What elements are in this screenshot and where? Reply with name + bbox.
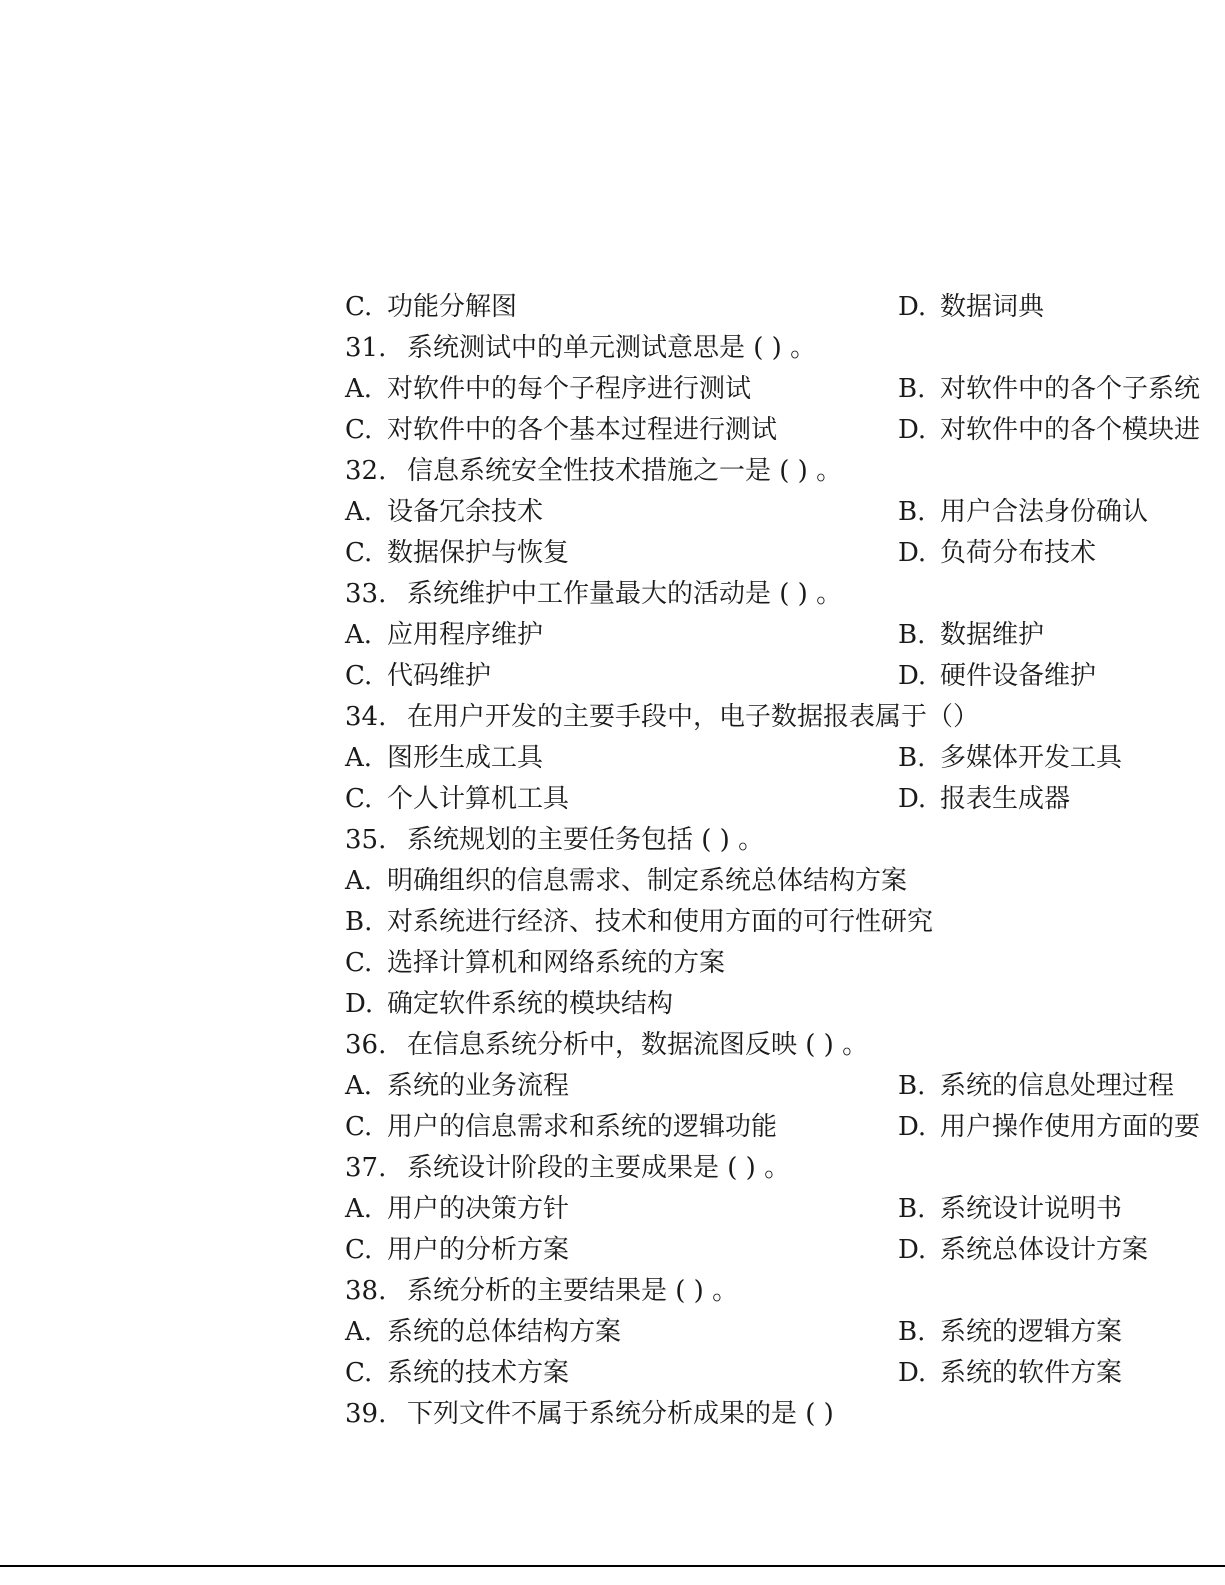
option-letter: A. bbox=[345, 497, 373, 527]
question-line bbox=[0, 697, 1225, 738]
question-text: 系统规划的主要任务包括 ( ) 。 bbox=[407, 825, 765, 855]
option-text: 对软件中的各个基本过程进行测试 bbox=[387, 415, 778, 445]
page-bottom-rule bbox=[0, 1565, 1225, 1567]
options-line bbox=[0, 369, 1225, 410]
option-text: 用户操作使用方面的要 bbox=[940, 1112, 1201, 1142]
option-text: 应用程序维护 bbox=[387, 620, 544, 650]
option-letter: C. bbox=[345, 415, 373, 445]
question-number: 35. bbox=[345, 825, 387, 855]
answer-option bbox=[345, 943, 725, 984]
answer-option bbox=[898, 1312, 1122, 1353]
question-stem bbox=[345, 1271, 738, 1312]
question-number: 32. bbox=[345, 456, 387, 486]
option-letter: C. bbox=[345, 538, 373, 568]
answer-option bbox=[345, 1066, 569, 1107]
option-text: 数据维护 bbox=[940, 620, 1045, 650]
answer-option bbox=[345, 902, 933, 943]
option-letter: A. bbox=[345, 1194, 373, 1224]
question-text: 信息系统安全性技术措施之一是 ( ) 。 bbox=[407, 456, 843, 486]
option-letter: D. bbox=[898, 1112, 927, 1142]
question-number: 37. bbox=[345, 1153, 387, 1183]
answer-option bbox=[345, 984, 673, 1025]
question-text: 系统测试中的单元测试意思是 ( ) 。 bbox=[407, 333, 817, 363]
answer-option bbox=[345, 1312, 621, 1353]
answer-option bbox=[898, 615, 1044, 656]
question-number: 33. bbox=[345, 579, 387, 609]
options-line bbox=[0, 738, 1225, 779]
option-letter: D. bbox=[898, 415, 927, 445]
answer-option bbox=[345, 779, 569, 820]
question-number: 38. bbox=[345, 1276, 387, 1306]
question-stem bbox=[345, 451, 842, 492]
option-text: 报表生成器 bbox=[940, 784, 1071, 814]
option-letter: C. bbox=[345, 1358, 373, 1388]
question-line bbox=[0, 820, 1225, 861]
options-line bbox=[0, 1353, 1225, 1394]
answer-option bbox=[898, 1107, 1200, 1148]
answer-option bbox=[898, 656, 1096, 697]
option-text: 系统的技术方案 bbox=[387, 1358, 570, 1388]
answer-option bbox=[345, 492, 543, 533]
option-letter: C. bbox=[345, 661, 373, 691]
options-line bbox=[0, 902, 1225, 943]
answer-option bbox=[345, 615, 543, 656]
option-text: 个人计算机工具 bbox=[387, 784, 570, 814]
option-letter: B. bbox=[898, 1317, 926, 1347]
answer-option bbox=[898, 410, 1200, 451]
options-line bbox=[0, 1230, 1225, 1271]
option-letter: D. bbox=[898, 538, 927, 568]
option-text: 数据词典 bbox=[940, 292, 1045, 322]
options-line bbox=[0, 1189, 1225, 1230]
answer-option bbox=[898, 1189, 1122, 1230]
option-text: 确定软件系统的模块结构 bbox=[387, 989, 674, 1019]
option-letter: D. bbox=[898, 661, 927, 691]
answer-option bbox=[898, 287, 1044, 328]
question-number: 34. bbox=[345, 702, 387, 732]
question-text: 在用户开发的主要手段中，电子数据报表属于（） bbox=[407, 702, 980, 732]
option-letter: C. bbox=[345, 1112, 373, 1142]
question-line bbox=[0, 451, 1225, 492]
option-text: 数据保护与恢复 bbox=[387, 538, 570, 568]
question-stem bbox=[345, 574, 842, 615]
answer-option bbox=[898, 1230, 1148, 1271]
options-line bbox=[0, 492, 1225, 533]
answer-option bbox=[345, 656, 491, 697]
answer-option bbox=[345, 1230, 569, 1271]
option-text: 系统的信息处理过程 bbox=[940, 1071, 1175, 1101]
answer-option bbox=[345, 1107, 777, 1148]
answer-option bbox=[898, 779, 1070, 820]
option-letter: C. bbox=[345, 784, 373, 814]
question-number: 39. bbox=[345, 1399, 387, 1427]
option-text: 设备冗余技术 bbox=[387, 497, 544, 527]
option-text: 系统的总体结构方案 bbox=[387, 1317, 622, 1347]
options-line bbox=[0, 1107, 1225, 1148]
option-letter: B. bbox=[898, 620, 926, 650]
options-line bbox=[0, 615, 1225, 656]
question-text: 系统分析的主要结果是 ( ) 。 bbox=[407, 1276, 739, 1306]
options-line bbox=[0, 287, 1225, 328]
option-text: 对软件中的每个子程序进行测试 bbox=[387, 374, 752, 404]
option-text: 用户的信息需求和系统的逻辑功能 bbox=[387, 1112, 778, 1142]
option-text: 系统的业务流程 bbox=[387, 1071, 570, 1101]
question-line bbox=[0, 1271, 1225, 1312]
answer-option bbox=[345, 861, 907, 902]
options-line bbox=[0, 779, 1225, 820]
option-letter: C. bbox=[345, 948, 373, 978]
option-text: 用户的决策方针 bbox=[387, 1194, 570, 1224]
option-letter: B. bbox=[898, 497, 926, 527]
question-stem bbox=[345, 328, 816, 369]
option-text: 多媒体开发工具 bbox=[940, 743, 1123, 773]
option-text: 图形生成工具 bbox=[387, 743, 544, 773]
option-text: 系统的软件方案 bbox=[940, 1358, 1123, 1388]
question-text: 下列文件不属于系统分析成果的是 ( ) bbox=[407, 1399, 834, 1427]
option-letter: B. bbox=[898, 1071, 926, 1101]
option-letter: A. bbox=[345, 620, 373, 650]
option-letter: D. bbox=[345, 989, 374, 1019]
option-letter: C. bbox=[345, 292, 373, 322]
question-line bbox=[0, 1025, 1225, 1066]
option-text: 硬件设备维护 bbox=[940, 661, 1097, 691]
option-letter: D. bbox=[898, 784, 927, 814]
answer-option bbox=[898, 1353, 1122, 1394]
option-text: 对系统进行经济、技术和使用方面的可行性研究 bbox=[387, 907, 934, 937]
answer-option bbox=[345, 1353, 569, 1394]
options-line bbox=[0, 1066, 1225, 1107]
option-letter: B. bbox=[345, 907, 373, 937]
option-letter: B. bbox=[898, 1194, 926, 1224]
answer-option bbox=[898, 492, 1148, 533]
option-letter: B. bbox=[898, 743, 926, 773]
option-text: 系统设计说明书 bbox=[940, 1194, 1123, 1224]
question-number: 36. bbox=[345, 1030, 387, 1060]
option-text: 系统的逻辑方案 bbox=[940, 1317, 1123, 1347]
option-letter: A. bbox=[345, 743, 373, 773]
answer-option bbox=[345, 410, 777, 451]
option-text: 明确组织的信息需求、制定系统总体结构方案 bbox=[387, 866, 908, 896]
question-line bbox=[0, 328, 1225, 369]
answer-option bbox=[898, 533, 1096, 574]
option-letter: A. bbox=[345, 1317, 373, 1347]
option-text: 系统总体设计方案 bbox=[940, 1235, 1149, 1265]
answer-option bbox=[898, 1066, 1174, 1107]
answer-option bbox=[345, 287, 517, 328]
option-text: 对软件中的各个子系统 bbox=[940, 374, 1201, 404]
question-text: 系统维护中工作量最大的活动是 ( ) 。 bbox=[407, 579, 843, 609]
question-stem bbox=[345, 820, 764, 861]
answer-option bbox=[345, 1189, 569, 1230]
option-text: 功能分解图 bbox=[387, 292, 518, 322]
option-text: 用户的分析方案 bbox=[387, 1235, 570, 1265]
answer-option bbox=[345, 369, 751, 410]
question-stem bbox=[345, 1394, 834, 1427]
question-number: 31. bbox=[345, 333, 387, 363]
options-line bbox=[0, 533, 1225, 574]
answer-option bbox=[898, 738, 1122, 779]
option-letter: D. bbox=[898, 1358, 927, 1388]
question-stem bbox=[345, 1025, 868, 1066]
option-text: 选择计算机和网络系统的方案 bbox=[387, 948, 726, 978]
question-stem bbox=[345, 1148, 790, 1189]
answer-option bbox=[345, 738, 543, 779]
question-line bbox=[0, 1394, 1225, 1427]
option-letter: B. bbox=[898, 374, 926, 404]
option-text: 负荷分布技术 bbox=[940, 538, 1097, 568]
option-letter: D. bbox=[898, 292, 927, 322]
options-line bbox=[0, 943, 1225, 984]
options-line bbox=[0, 1312, 1225, 1353]
question-stem bbox=[345, 697, 979, 738]
options-line bbox=[0, 984, 1225, 1025]
options-line bbox=[0, 656, 1225, 697]
question-text: 在信息系统分析中，数据流图反映 ( ) 。 bbox=[407, 1030, 869, 1060]
option-text: 用户合法身份确认 bbox=[940, 497, 1149, 527]
option-text: 对软件中的各个模块进 bbox=[940, 415, 1201, 445]
option-letter: A. bbox=[345, 866, 373, 896]
option-letter: C. bbox=[345, 1235, 373, 1265]
question-text: 系统设计阶段的主要成果是 ( ) 。 bbox=[407, 1153, 791, 1183]
options-line bbox=[0, 861, 1225, 902]
question-list bbox=[0, 287, 1225, 1427]
option-letter: A. bbox=[345, 1071, 373, 1101]
answer-option bbox=[898, 369, 1200, 410]
options-line bbox=[0, 410, 1225, 451]
option-text: 代码维护 bbox=[387, 661, 492, 691]
question-line bbox=[0, 574, 1225, 615]
option-letter: D. bbox=[898, 1235, 927, 1265]
question-line bbox=[0, 1148, 1225, 1189]
option-letter: A. bbox=[345, 374, 373, 404]
answer-option bbox=[345, 533, 569, 574]
